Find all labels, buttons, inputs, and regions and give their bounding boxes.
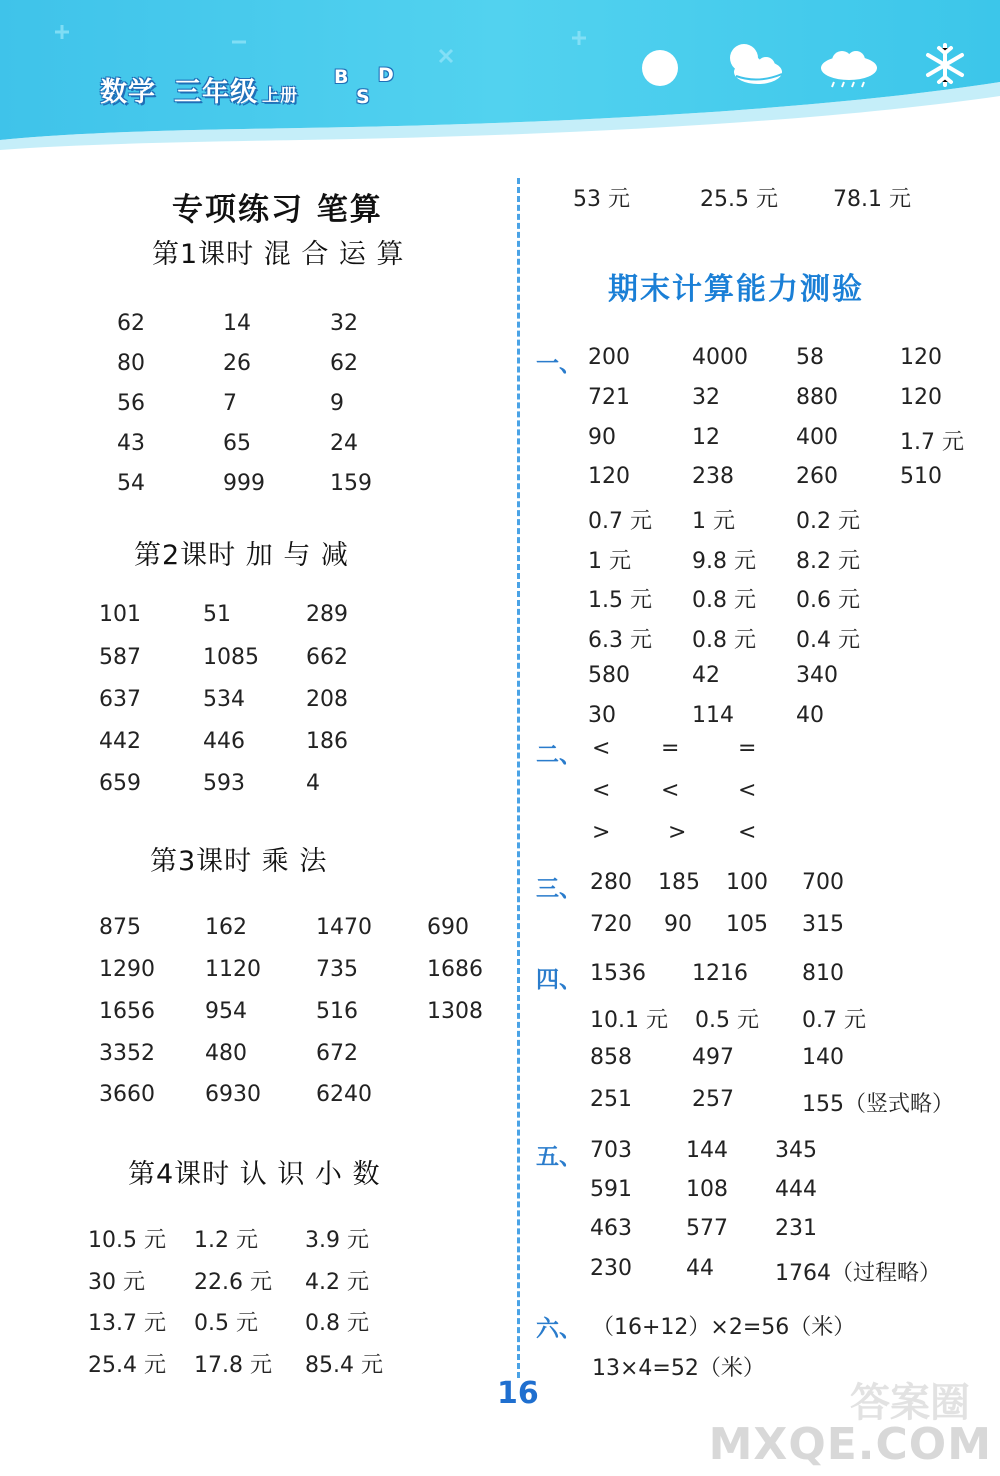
answer-cell: 9.8 元 <box>692 549 756 574</box>
answer-cell: 58 <box>796 345 824 370</box>
answer-cell: 999 <box>223 471 265 496</box>
answer-cell: 735 <box>316 957 358 982</box>
answer-cell: 13.7 元 <box>88 1311 166 1336</box>
publisher-letter-s: S <box>356 86 370 108</box>
answer-cell: = <box>738 736 757 761</box>
subject-label: 数学 <box>100 77 156 108</box>
column-divider <box>517 178 520 1378</box>
answer-cell: 260 <box>796 464 838 489</box>
final-test-title: 期末计算能力测验 <box>608 272 864 307</box>
answer-cell: 200 <box>588 345 630 370</box>
answer-cell: 105 <box>726 912 768 937</box>
answer-cell: 659 <box>99 771 141 796</box>
answer-cell: 400 <box>796 425 838 450</box>
lesson-1-heading: 第1课时 混 合 运 算 <box>152 239 405 270</box>
answer-cell: 56 <box>117 391 145 416</box>
answer-cell: 1308 <box>427 999 483 1024</box>
answer-cell: 80 <box>117 351 145 376</box>
answer-cell: 10.5 元 <box>88 1228 166 1253</box>
answer-cell: 577 <box>686 1216 728 1241</box>
answer-cell: 12 <box>692 425 720 450</box>
answer-cell: 0.8 元 <box>692 628 756 653</box>
answer-cell: 1216 <box>692 961 748 986</box>
answer-cell: 810 <box>802 961 844 986</box>
answer-cell: 51 <box>203 602 231 627</box>
answer-cell: < <box>661 778 680 803</box>
answer-cell: 954 <box>205 999 247 1024</box>
answer-cell: 880 <box>796 385 838 410</box>
answer-cell: 159 <box>330 471 372 496</box>
answer-cell: 580 <box>588 663 630 688</box>
answer-cell: 22.6 元 <box>194 1270 272 1295</box>
lesson-3-heading: 第3课时 乘 法 <box>150 846 328 877</box>
answer-cell: 42 <box>692 663 720 688</box>
answer-cell: 3.9 元 <box>305 1228 369 1253</box>
part-6-label: 六、 <box>536 1316 582 1342</box>
answer-cell: > <box>668 820 687 845</box>
answer-cell: 30 <box>588 703 616 728</box>
answer-cell: 510 <box>900 464 942 489</box>
answer-cell: < <box>738 820 757 845</box>
answer-cell: 43 <box>117 431 145 456</box>
answer-cell: 875 <box>99 915 141 940</box>
header-banner <box>0 0 1000 150</box>
answer-cell: 0.6 元 <box>796 588 860 613</box>
answer-cell: 8.2 元 <box>796 549 860 574</box>
rain-cloud-icon <box>818 46 880 90</box>
answer-cell: 858 <box>590 1045 632 1070</box>
answer-cell: 17.8 元 <box>194 1353 272 1378</box>
answer-cell: 90 <box>588 425 616 450</box>
answer-cell: 672 <box>316 1041 358 1066</box>
answer-cell: 231 <box>775 1216 817 1241</box>
answer-cell: < <box>592 778 611 803</box>
answer-cell: 54 <box>117 471 145 496</box>
answer-cell: 1536 <box>590 961 646 986</box>
answer-cell: 25.4 元 <box>88 1353 166 1378</box>
grade-label: 三年级 <box>174 77 258 108</box>
answer-cell: （16+12）×2=56（米） <box>592 1315 856 1340</box>
answer-cell: 1290 <box>99 957 155 982</box>
answer-cell: 251 <box>590 1087 632 1112</box>
answer-cell: 32 <box>330 311 358 336</box>
answer-cell: 185 <box>658 870 700 895</box>
answer-cell: 257 <box>692 1087 734 1112</box>
answer-cell: 280 <box>590 870 632 895</box>
answer-cell: 315 <box>802 912 844 937</box>
part-5-label: 五、 <box>536 1144 582 1170</box>
lesson-4-heading: 第4课时 认 识 小 数 <box>128 1159 381 1190</box>
answer-cell: 497 <box>692 1045 734 1070</box>
answer-cell: 442 <box>99 729 141 754</box>
answer-cell: 1764（过程略） <box>775 1261 941 1286</box>
publisher-letter-d: D <box>378 64 394 86</box>
answer-cell: 114 <box>692 703 734 728</box>
answer-cell: 1 元 <box>692 509 735 534</box>
watermark-top: 答案圈 <box>850 1380 970 1426</box>
answer-cell: 6240 <box>316 1082 372 1107</box>
answer-cell: 30 元 <box>88 1270 145 1295</box>
answer-cell: 463 <box>590 1216 632 1241</box>
answer-cell: 593 <box>203 771 245 796</box>
answer-cell: 101 <box>99 602 141 627</box>
answer-cell: 444 <box>775 1177 817 1202</box>
answer-cell: 62 <box>330 351 358 376</box>
answer-cell: 144 <box>686 1138 728 1163</box>
publisher-letter-b: B <box>334 66 349 88</box>
part-1-label: 一、 <box>536 351 582 377</box>
answer-cell: 591 <box>590 1177 632 1202</box>
answer-cell: 0.8 元 <box>692 588 756 613</box>
answer-cell: 0.5 元 <box>194 1311 258 1336</box>
answer-cell: 1085 <box>203 645 259 670</box>
answer-cell: 44 <box>686 1256 714 1281</box>
answer-cell: 1686 <box>427 957 483 982</box>
answer-cell: 155（竖式略） <box>802 1092 954 1117</box>
sun-icon <box>640 48 680 88</box>
answer-cell: 186 <box>306 729 348 754</box>
answer-cell: 40 <box>796 703 824 728</box>
answer-cell: 208 <box>306 687 348 712</box>
answer-cell: 1120 <box>205 957 261 982</box>
answer-cell: 120 <box>900 385 942 410</box>
answer-cell: 0.8 元 <box>305 1311 369 1336</box>
answer-cell: 90 <box>664 912 692 937</box>
answer-cell: 3352 <box>99 1041 155 1066</box>
answer-cell: 289 <box>306 602 348 627</box>
left-main-title: 专项练习 笔算 <box>172 192 383 228</box>
answer-cell: 637 <box>99 687 141 712</box>
answer-cell: 1.7 元 <box>900 430 964 455</box>
banner-title <box>100 70 298 109</box>
answer-cell: 0.2 元 <box>796 509 860 534</box>
answer-cell: 0.5 元 <box>695 1008 759 1033</box>
answer-cell: 9 <box>330 391 344 416</box>
answer-cell: 516 <box>316 999 358 1024</box>
answer-cell: 0.7 元 <box>588 509 652 534</box>
answer-cell: < <box>592 736 611 761</box>
answer-cell: 0.7 元 <box>802 1008 866 1033</box>
part-4-label: 四、 <box>536 967 582 993</box>
answer-cell: 100 <box>726 870 768 895</box>
volume-label: 上册 <box>262 86 298 106</box>
watermark-bottom: MXQE.COM <box>708 1419 992 1470</box>
answer-cell: 1.5 元 <box>588 588 652 613</box>
answer-cell: 62 <box>117 311 145 336</box>
answer-cell: 120 <box>900 345 942 370</box>
answer-cell: 6.3 元 <box>588 628 652 653</box>
answer-cell: 0.4 元 <box>796 628 860 653</box>
lesson-2-heading: 第2课时 加 与 减 <box>134 540 349 571</box>
answer-cell: > <box>592 820 611 845</box>
answer-cell: 78.1 元 <box>833 187 911 212</box>
part-3-label: 三、 <box>536 876 582 902</box>
answer-cell: 446 <box>203 729 245 754</box>
answer-cell: 24 <box>330 431 358 456</box>
answer-cell: 162 <box>205 915 247 940</box>
answer-cell: 85.4 元 <box>305 1353 383 1378</box>
answer-cell: 4000 <box>692 345 748 370</box>
answer-cell: 587 <box>99 645 141 670</box>
answer-cell: 65 <box>223 431 251 456</box>
answer-cell: 140 <box>802 1045 844 1070</box>
answer-cell: 1 元 <box>588 549 631 574</box>
page-number: 16 <box>497 1376 539 1411</box>
answer-cell: 700 <box>802 870 844 895</box>
answer-cell: 703 <box>590 1138 632 1163</box>
cloud-sun-icon <box>722 40 784 86</box>
answer-cell: 340 <box>796 663 838 688</box>
answer-cell: 3660 <box>99 1082 155 1107</box>
answer-cell: 13×4=52（米） <box>592 1356 765 1381</box>
snowflake-icon <box>922 42 968 88</box>
answer-cell: 25.5 元 <box>700 187 778 212</box>
answer-cell: 26 <box>223 351 251 376</box>
answer-cell: 7 <box>223 391 237 416</box>
answer-cell: 53 元 <box>573 187 630 212</box>
answer-cell: 6930 <box>205 1082 261 1107</box>
answer-cell: 4.2 元 <box>305 1270 369 1295</box>
answer-cell: = <box>661 736 680 761</box>
answer-cell: 534 <box>203 687 245 712</box>
answer-cell: 230 <box>590 1256 632 1281</box>
answer-cell: 238 <box>692 464 734 489</box>
answer-cell: 662 <box>306 645 348 670</box>
answer-cell: 1.2 元 <box>194 1228 258 1253</box>
answer-cell: 1656 <box>99 999 155 1024</box>
answer-cell: 32 <box>692 385 720 410</box>
answer-cell: 10.1 元 <box>590 1008 668 1033</box>
part-2-label: 二、 <box>536 742 582 768</box>
answer-cell: 480 <box>205 1041 247 1066</box>
answer-cell: 120 <box>588 464 630 489</box>
answer-cell: 108 <box>686 1177 728 1202</box>
answer-cell: 720 <box>590 912 632 937</box>
answer-cell: 1470 <box>316 915 372 940</box>
answer-cell: 690 <box>427 915 469 940</box>
answer-cell: 721 <box>588 385 630 410</box>
answer-cell: 345 <box>775 1138 817 1163</box>
answer-cell: < <box>738 778 757 803</box>
answer-cell: 4 <box>306 771 320 796</box>
answer-cell: 14 <box>223 311 251 336</box>
